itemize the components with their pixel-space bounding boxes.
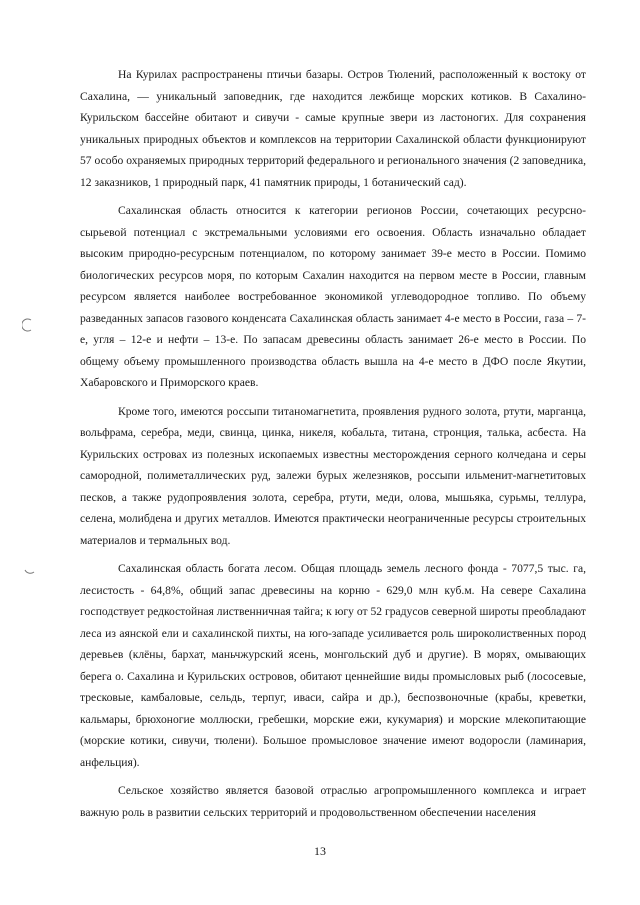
page-number: 13 — [314, 844, 326, 858]
paragraph-1: На Курилах распространены птичьи базары. Остров Тюлений, расположенный к востоку от Сахалина, — уникальный заповедник, где находится лежбище морских котиков. В Сахалино-Курильском бассейне обитают и сивучи - самые крупные звери из ластоногих. Для сохранения уникальных природных объектов и комплексов на территории Сахалинской области функционируют 57 особо охраняемых природных территорий федерального и регионального значения (2 заповедника, 12 заказников, 1 природный парк, 41 памятник природы, 1 ботанический сад). — [80, 68, 586, 189]
page-body — [80, 64, 586, 830]
paragraph-3: Кроме того, имеются россыпи титаномагнетита, проявления рудного золота, ртути, марганца, вольфрама, серебра, меди, свинца, цинка, никеля, кобальта, титана, стронция, талька, асбеста. На Курильских островах из полезных ископаемых известны месторождения серного колчедана и серы самородной, полиметаллических руд, залежи бурых железняков, россыпи ильменит-магнетитовых песков, а также рудопроявления золота, серебра, ртути, меди, олова, мышьяка, сурьмы, теллура, селена, молибдена и других металлов. Имеются практически неограниченные ресурсы строительных материалов и термальных вод. — [80, 404, 586, 547]
binder-hole-mark-top — [22, 318, 36, 332]
paragraph-2: Сахалинская область относится к категории регионов России, сочетающих ресурсно-сырьевой потенциал с экстремальными условиями его освоения. Область изначально обладает высоким природно-ресурсным потенциалом, по которому занимает 39-е место в России. Помимо биологических ресурсов моря, по которым Сахалин находится на первом месте в России, главным ресурсом является наиболее востребованное экономикой углеводородное топливо. По объему разведанных запасов газового конденсата Сахалинская область занимает 4-е место в России, газа – 7-е, угля – 12-е и нефти – 13-е. По запасам древесины область занимает 26-е место в России. По общему объему промышленного производства область вышла на 4-е место в ДФО после Якутии, Хабаровского и Приморского краев. — [80, 204, 586, 389]
paragraph-4: Сахалинская область богата лесом. Общая площадь земель лесного фонда - 7077,5 тыс. га, лесистость - 64,8%, общий запас древесины на корню - 629,0 млн куб.м. На севере Сахалина господствует редкостойная лиственничная тайга; к югу от 52 градусов северной широты преобладают леса из аянской ели и сахалинской пихты, на юго-западе усиливается роль широколиственных пород деревьев (клёны, бархат, маньчжурский ясень, монгольский дуб и другие). В морях, омывающих берега о. Сахалина и Курильских островов, обитают ценнейшие виды промысловых рыб (лососевые, тресковые, камбаловые, сельдь, терпуг, иваси, сайра и др.), беспозвоночные (крабы, креветки, кальмары, брюхоногие моллюски, гребешки, морские ежи, кукумария) и морские млекопитающие (морские котики, сивучи, тюлени). Большое промысловое значение имеют водоросли (ламинария, анфельция). — [80, 562, 586, 769]
paragraph-5: Сельское хозяйство является базовой отраслью агропромышленного комплекса и играет важную роль в развитии сельских территорий и продовольственном обеспечении населения — [80, 784, 586, 819]
binder-hole-mark-bottom — [22, 566, 36, 580]
